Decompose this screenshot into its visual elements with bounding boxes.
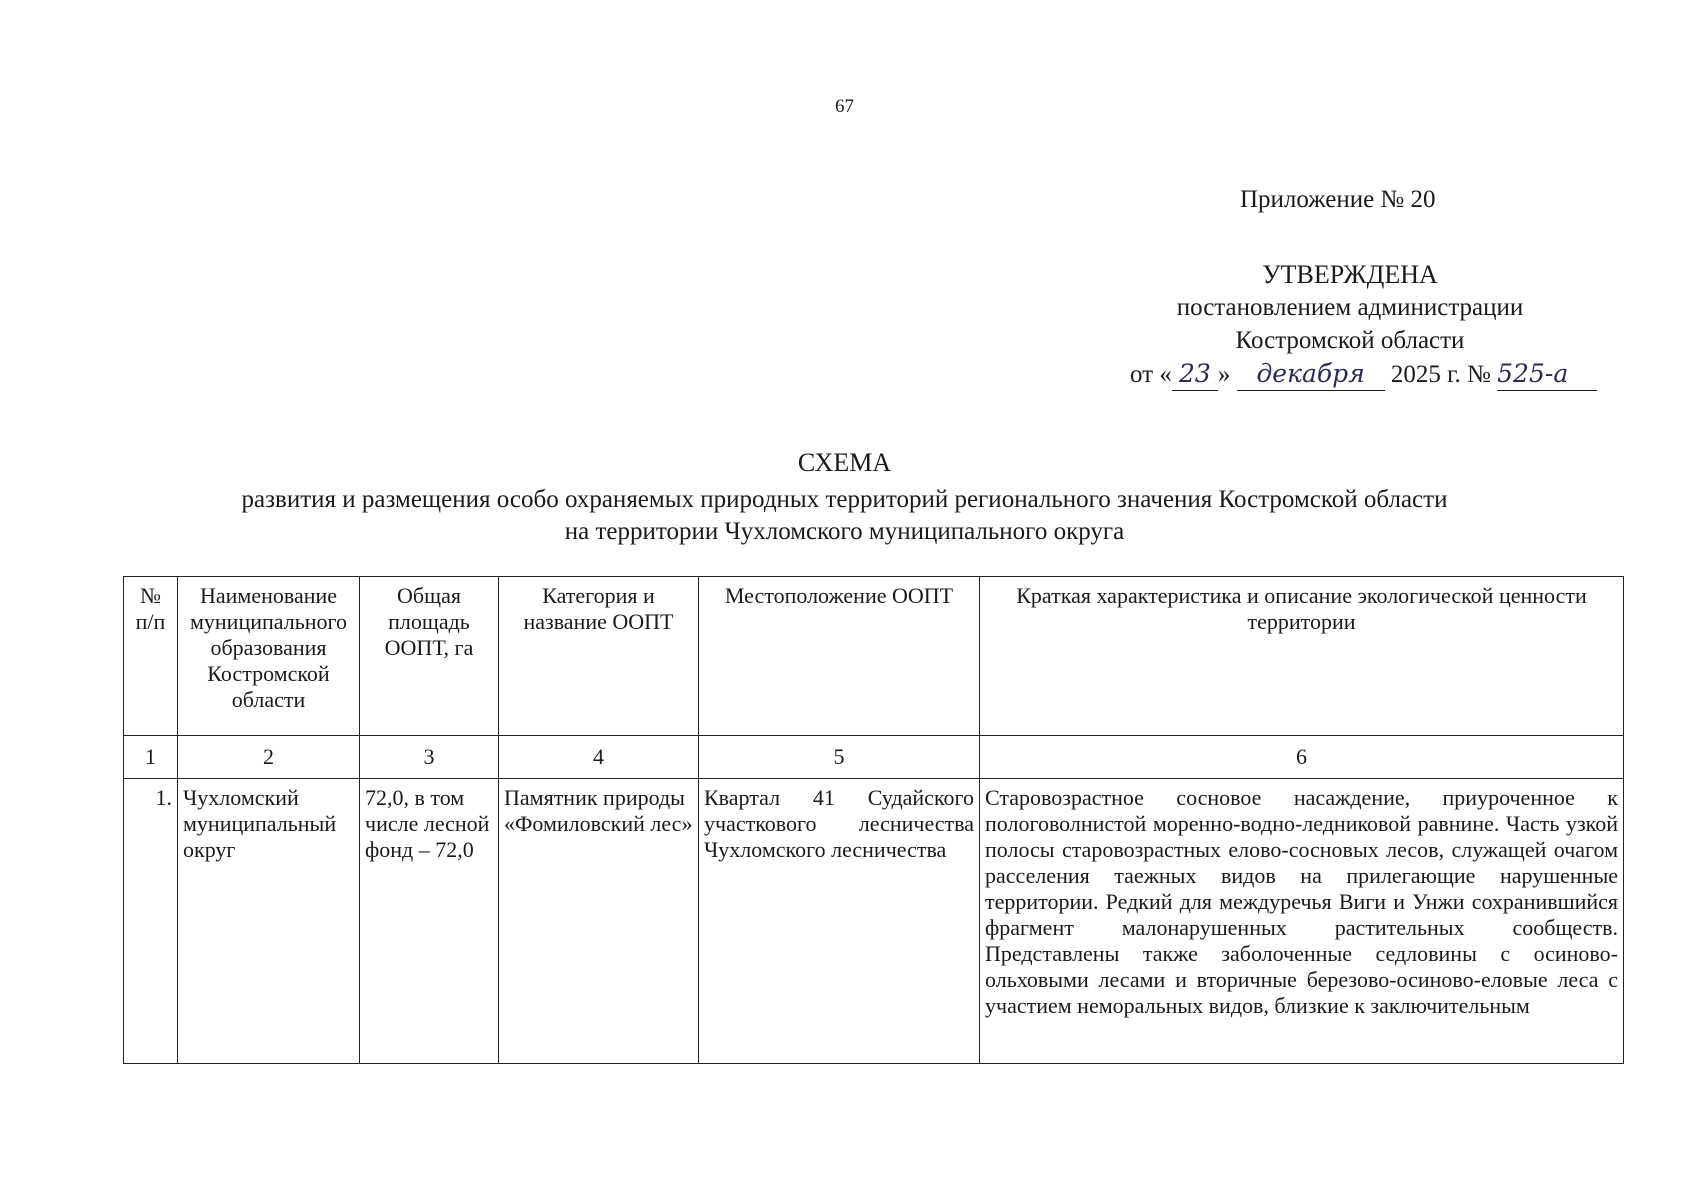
table-header-row <box>124 577 1624 736</box>
document-subtitle <box>120 484 1569 548</box>
column-number-6: 6 <box>980 736 1624 779</box>
date-day-handwritten: 23 <box>1172 357 1218 391</box>
scheme-table <box>123 576 1624 1064</box>
row-municipality: Чухломский муниципальный округ <box>178 779 360 1064</box>
table-row <box>124 779 1624 1064</box>
approval-line-2: Костромской области <box>1235 327 1465 354</box>
column-numbering-row <box>124 736 1624 779</box>
date-month-handwritten: декабря <box>1237 357 1385 391</box>
approval-line-1: постановлением администрации <box>1176 294 1524 321</box>
row-category: Памятник природы «Фомиловский лес» <box>499 779 699 1064</box>
column-number-4: 4 <box>499 736 699 779</box>
page-number: 67 <box>835 96 854 117</box>
column-number-5: 5 <box>699 736 980 779</box>
header-number: № п/п <box>124 577 178 736</box>
header-description: Краткая характеристика и описание экологической ценности территории <box>980 577 1624 736</box>
header-location: Местоположение ООПТ <box>699 577 980 736</box>
approval-heading: УТВЕРЖДЕНА <box>1262 260 1438 289</box>
row-description: Старовозрастное сосновое насаждение, приуроченное к пологоволнистой моренно-водно-ледниковой равнине. Часть узкой полосы старовозрастных елово-сосновых лесов, служащей очагом расселения таежных видов на прилегающие нарушенные территории. Редкий для междуречья Виги и Унжи сохранившийся фрагмент малонарушенных растительных сообществ. Представлены также заболоченные седловины с осиново-ольховыми лесами и вторичные березово-осиново-еловые леса с участием неморальных видов, близкие к заключительным <box>980 779 1624 1064</box>
document-title: СХЕМА <box>797 448 892 477</box>
date-year: 2025 г. № <box>1390 361 1491 388</box>
subtitle-line-2: на территории Чухломского муниципального округа <box>564 518 1125 545</box>
column-number-1: 1 <box>124 736 178 779</box>
doc-number-handwritten: 525-а <box>1497 357 1597 391</box>
row-location: Квартал 41 Судайского участкового лесничества Чухломского лесничества <box>699 779 980 1064</box>
subtitle-line-1: развития и размещения особо охраняемых природных территорий регионального значения Костромской области <box>241 486 1448 513</box>
approval-block <box>1130 258 1570 391</box>
row-number: 1. <box>124 779 178 1064</box>
appendix-label: Приложение № 20 <box>1240 186 1436 213</box>
date-prefix: от « <box>1130 361 1172 388</box>
header-area: Общая площадь ООПТ, га <box>360 577 499 736</box>
column-number-3: 3 <box>360 736 499 779</box>
approval-date-line <box>1130 357 1570 391</box>
date-quote-close: » <box>1217 361 1231 388</box>
header-category: Категория и название ООПТ <box>499 577 699 736</box>
row-area: 72,0, в том числе лесной фонд – 72,0 <box>360 779 499 1064</box>
header-municipality: Наименование муниципального образования Костромской области <box>178 577 360 736</box>
column-number-2: 2 <box>178 736 360 779</box>
